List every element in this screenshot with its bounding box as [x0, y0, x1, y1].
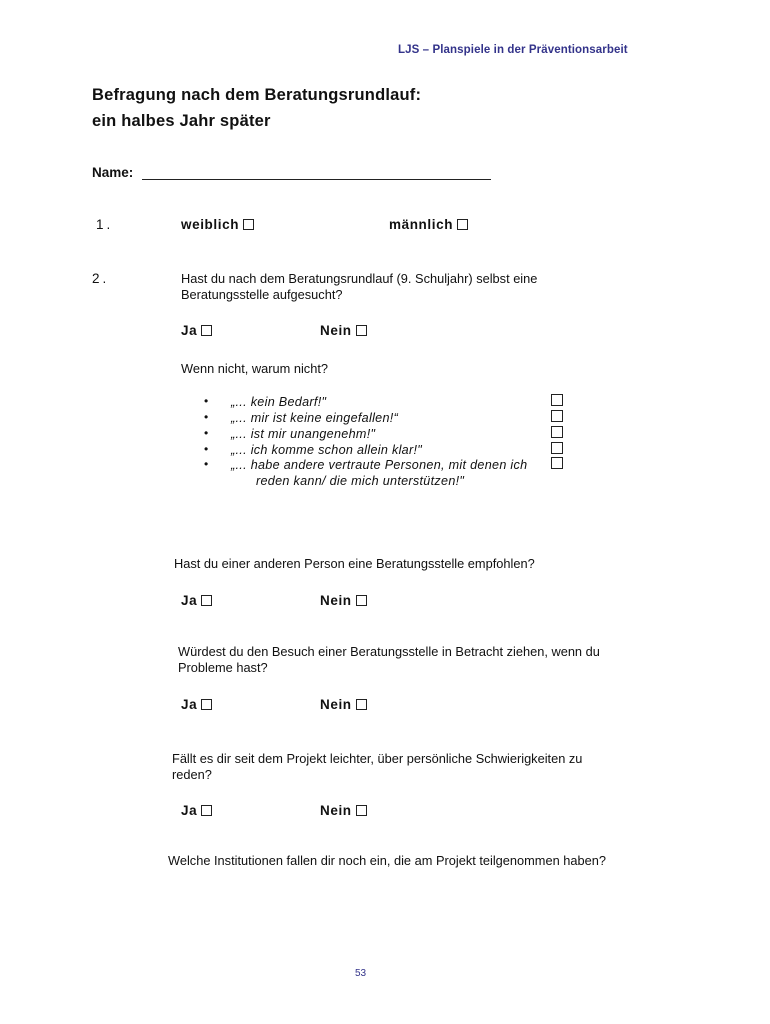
question-2-text: Hast du nach dem Beratungsrundlauf (9. Schuljahr) selbst eine Beratungsstelle aufgesucht? [181, 271, 538, 302]
bullet-icon: • [204, 410, 209, 424]
reason-5-checkbox[interactable] [551, 457, 563, 469]
question-3-text: Hast du einer anderen Person eine Beratungsstelle empfohlen? [174, 556, 535, 571]
reason-1: „... kein Bedarf!" [231, 395, 327, 409]
question-2-number: 2. [92, 271, 110, 286]
q3-yes-checkbox[interactable] [201, 595, 212, 606]
q4-yes-label: Ja [181, 697, 198, 712]
page-number: 53 [355, 968, 367, 979]
male-checkbox[interactable] [457, 219, 468, 230]
reason-3: „... ist mir unangenehm!" [231, 427, 376, 441]
q2-yes-label: Ja [181, 323, 198, 338]
q4-no-option [320, 697, 367, 712]
q5-no-option [320, 803, 367, 818]
q5-no-checkbox[interactable] [356, 805, 367, 816]
female-checkbox[interactable] [243, 219, 254, 230]
q5-yes-option [181, 803, 212, 818]
q2-no-label: Nein [320, 323, 352, 338]
question-4-text: Würdest du den Besuch einer Beratungsstelle in Betracht ziehen, wenn du Probleme hast? [178, 644, 600, 675]
q3-no-label: Nein [320, 593, 352, 608]
question-6-text: Welche Institutionen fallen dir noch ein, die am Projekt teilgenommen haben? [168, 853, 606, 868]
q4-yes-checkbox[interactable] [201, 699, 212, 710]
bullet-icon: • [204, 426, 209, 440]
question-5-text: Fällt es dir seit dem Projekt leichter, über persönliche Schwierigkeiten zu reden? [172, 751, 583, 782]
reason-5: „... habe andere vertraute Personen, mit denen ich reden kann/ die mich unterstützen!" [231, 458, 528, 488]
page-title-line-1: Befragung nach dem Beratungsrundlauf: [92, 86, 422, 104]
reason-2: „... mir ist keine eingefallen!“ [231, 411, 399, 425]
option-female-label: weiblich [181, 217, 240, 232]
q5-yes-checkbox[interactable] [201, 805, 212, 816]
q2-no-checkbox[interactable] [356, 325, 367, 336]
q2-no-option [320, 323, 367, 338]
bullet-icon: • [204, 442, 209, 456]
question-2-followup: Wenn nicht, warum nicht? [181, 361, 328, 376]
q3-no-option [320, 593, 367, 608]
bullet-icon: • [204, 457, 209, 471]
bullet-icon: • [204, 394, 209, 408]
option-female [181, 217, 254, 232]
reason-3-checkbox[interactable] [551, 426, 563, 438]
running-header: LJS – Planspiele in der Präventionsarbeit [398, 44, 628, 56]
q2-yes-option [181, 323, 212, 338]
q4-no-label: Nein [320, 697, 352, 712]
q3-no-checkbox[interactable] [356, 595, 367, 606]
q3-yes-label: Ja [181, 593, 198, 608]
q3-yes-option [181, 593, 212, 608]
q5-yes-label: Ja [181, 803, 198, 818]
name-field[interactable] [142, 179, 491, 180]
reason-4: „... ich komme schon allein klar!" [231, 443, 423, 457]
q2-yes-checkbox[interactable] [201, 325, 212, 336]
question-1-number: 1. [96, 217, 114, 232]
name-label: Name: [92, 165, 134, 180]
q4-yes-option [181, 697, 212, 712]
reason-1-checkbox[interactable] [551, 394, 563, 406]
option-male [389, 217, 468, 232]
q5-no-label: Nein [320, 803, 352, 818]
q4-no-checkbox[interactable] [356, 699, 367, 710]
reason-4-checkbox[interactable] [551, 442, 563, 454]
reason-2-checkbox[interactable] [551, 410, 563, 422]
option-male-label: männlich [389, 217, 454, 232]
page-title-line-2: ein halbes Jahr später [92, 112, 271, 130]
